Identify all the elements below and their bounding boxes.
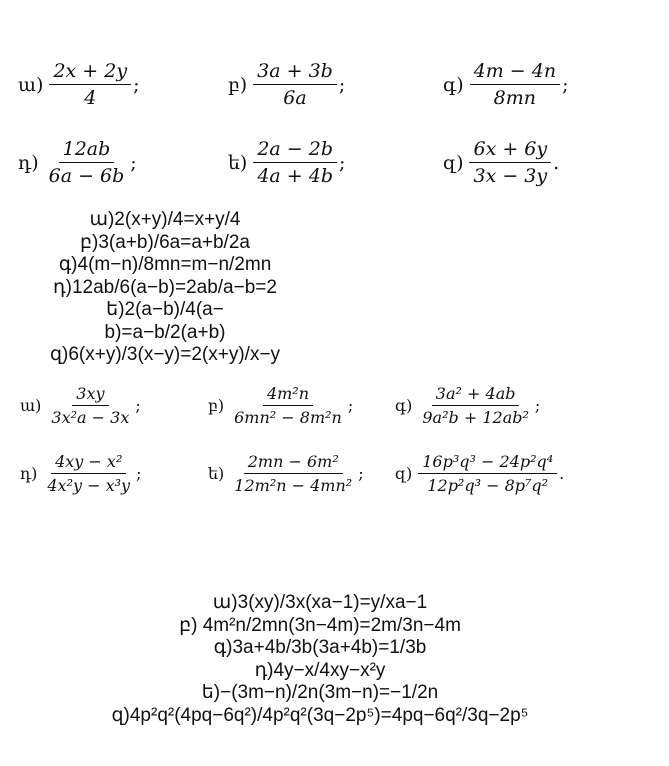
exercise-label: դ) — [18, 151, 39, 174]
separator: . — [559, 464, 565, 483]
answer-line: ե)−(3m−n)/2n(3m−n)=−1/2n — [201, 682, 439, 703]
denominator: 12m²n − 4mn² — [234, 476, 353, 495]
numerator: 4m²n — [263, 384, 313, 406]
denominator: 6a — [283, 87, 307, 109]
exercise-1f — [443, 138, 559, 187]
exercise-2e — [208, 452, 364, 495]
numerator: 3xy — [72, 384, 108, 406]
exercise-label: գ) — [443, 73, 464, 96]
fraction — [253, 138, 337, 187]
answer-line: բ) 4m²n/2mn(3n−4m)=2m/3n−4m — [179, 614, 461, 636]
separator: ; — [534, 396, 541, 415]
separator: . — [553, 151, 560, 174]
fraction — [230, 452, 356, 495]
numerator: 2x + 2y — [49, 60, 131, 85]
denominator: 6a − 6b — [48, 165, 125, 187]
numerator: 3a + 3b — [253, 60, 337, 85]
answers-block-2 — [0, 592, 640, 727]
denominator: 3x²a − 3x — [51, 408, 130, 427]
answer-line: b)=a−b/2(a+b) — [104, 321, 226, 343]
answer-line: գ)4(m−n)/8mn=m−n/2mn — [58, 254, 272, 275]
denominator: 3x − 3y — [473, 165, 548, 187]
answers-block-1 — [0, 209, 330, 367]
exercise-2d — [20, 452, 141, 495]
answer-line: զ)6(x+y)/3(x−y)=2(x+y)/x−y — [49, 344, 281, 365]
numerator: 16p³q³ − 24p²q⁴ — [418, 452, 557, 474]
exercise-2c — [395, 384, 540, 427]
numerator: 2mn − 6m² — [244, 452, 343, 474]
fraction — [418, 384, 533, 427]
numerator: 4xy − x² — [51, 452, 126, 474]
exercise-1e — [228, 138, 345, 187]
fraction — [470, 60, 560, 109]
exercise-label: զ) — [443, 151, 464, 174]
exercise-label: բ) — [208, 396, 225, 415]
exercise-label: ե) — [228, 151, 248, 174]
answer-line: բ)3(a+b)/6a=a+b/2a — [80, 231, 250, 253]
denominator: 6mn² − 8m²n — [234, 408, 342, 427]
fraction — [230, 384, 346, 427]
fraction — [253, 60, 337, 109]
numerator: 12ab — [59, 138, 115, 163]
separator: ; — [358, 464, 364, 483]
exercise-2f — [395, 452, 564, 495]
denominator: 9a²b + 12ab² — [422, 408, 529, 427]
exercise-label: ա) — [18, 73, 44, 96]
separator: ; — [135, 396, 141, 415]
exercise-label: գ) — [395, 396, 413, 415]
exercise-1c — [443, 60, 568, 109]
answer-line: դ)12ab/6(a−b)=2ab/a−b=2 — [53, 276, 277, 298]
separator: ; — [339, 151, 346, 174]
denominator: 4 — [84, 87, 97, 109]
separator: ; — [133, 73, 140, 96]
exercise-label: ե) — [208, 464, 225, 483]
answer-line: ա)3(xy)/3x(xa−1)=y/xa−1 — [212, 592, 428, 613]
separator: ; — [130, 151, 137, 174]
separator: ; — [347, 396, 354, 415]
exercise-1d — [18, 138, 137, 187]
answer-line: ե)2(a−b)/4(a− — [106, 299, 224, 320]
denominator: 8mn — [493, 87, 537, 109]
denominator: 4x²y − x³y — [47, 476, 131, 495]
exercise-2a — [20, 384, 141, 427]
answer-line: դ)4y−x/4xy−x²y — [254, 659, 386, 681]
answer-line: գ)3a+4b/3b(3a+4b)=1/3b — [213, 637, 427, 658]
exercise-2b — [208, 384, 353, 427]
exercise-1a — [18, 60, 139, 109]
denominator: 4a + 4b — [257, 165, 334, 187]
exercise-1b — [228, 60, 345, 109]
separator: ; — [136, 464, 142, 483]
exercise-label: բ) — [228, 73, 248, 96]
exercise-label: դ) — [20, 464, 38, 483]
numerator: 6x + 6y — [469, 138, 551, 163]
fraction — [47, 384, 133, 427]
fraction — [45, 138, 129, 187]
exercise-label: զ) — [395, 464, 413, 483]
fraction — [418, 452, 557, 495]
answer-line: ա)2(x+y)/4=x+y/4 — [89, 209, 241, 230]
fraction — [469, 138, 551, 187]
separator: ; — [338, 73, 346, 96]
separator: ; — [562, 73, 569, 96]
fraction — [43, 452, 134, 495]
numerator: 4m − 4n — [470, 60, 560, 85]
fraction — [49, 60, 131, 109]
denominator: 12p²q³ − 8p⁷q² — [427, 476, 549, 495]
numerator: 3a² + 4ab — [432, 384, 520, 406]
answer-line: զ)4p²q²(4pq−6q²)/4p²q²(3q−2p⁵)=4pq−6q²/3q−2p⁵ — [111, 704, 529, 726]
exercise-label: ա) — [20, 396, 42, 415]
numerator: 2a − 2b — [253, 138, 337, 163]
